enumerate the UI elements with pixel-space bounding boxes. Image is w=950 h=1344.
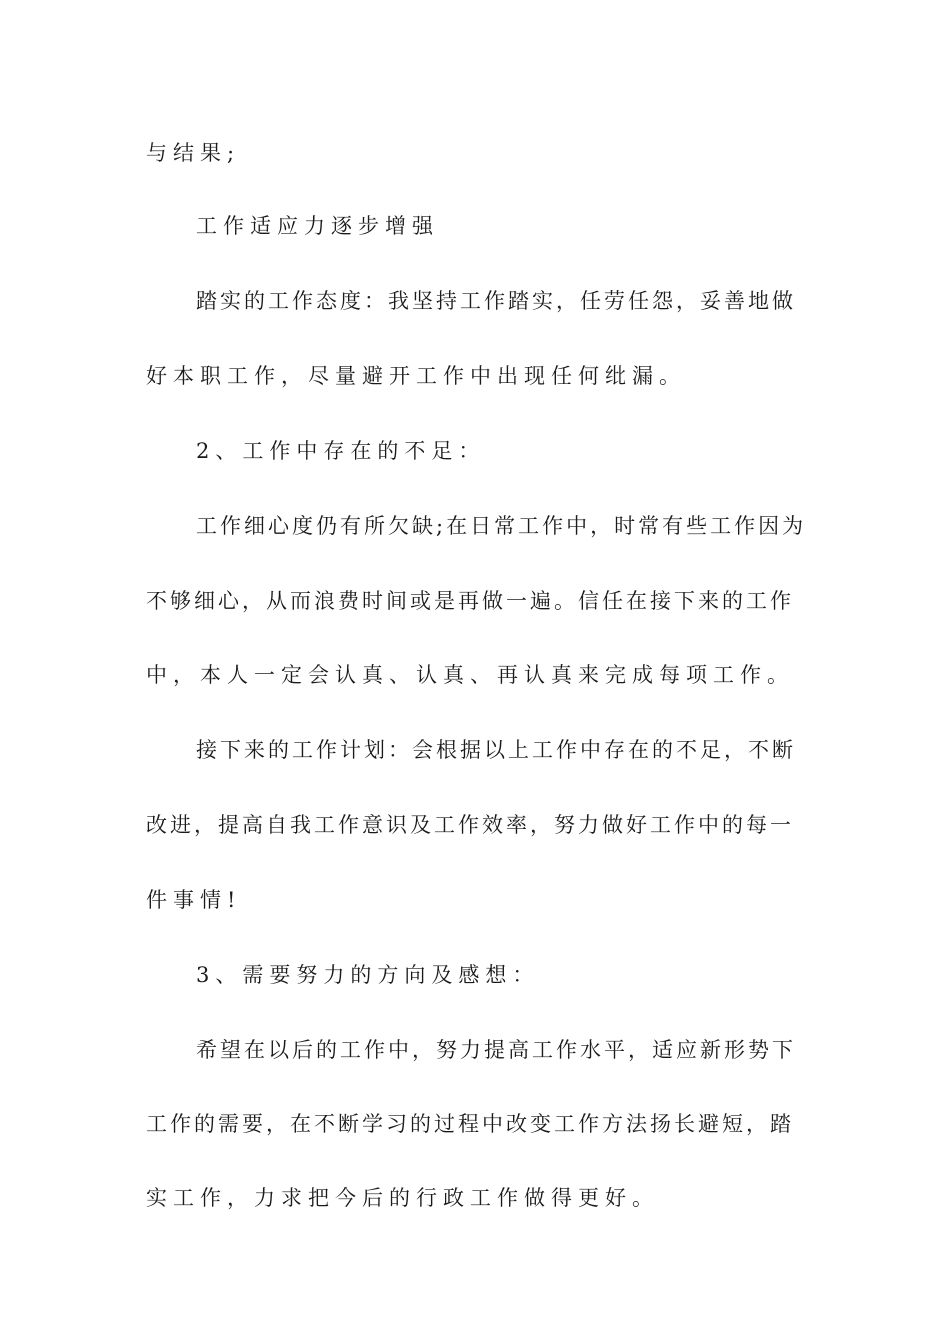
section-heading: 3、需要努力的方向及感想：: [196, 963, 540, 987]
paragraph-line: 中，本人一定会认真、认真、再认真来完成每项工作。: [146, 663, 794, 687]
paragraph-line: 实工作，力求把今后的行政工作做得更好。: [146, 1186, 659, 1210]
paragraph-line: 与结果;: [146, 141, 241, 165]
paragraph-line: 好本职工作，尽量避开工作中出现任何纰漏。: [146, 364, 686, 388]
paragraph-line: 接下来的工作计划：会根据以上工作中存在的不足，不断: [196, 738, 796, 762]
paragraph-line: 踏实的工作态度：我坚持工作踏实，任劳任怨，妥善地做: [196, 289, 796, 313]
paragraph-line: 希望在以后的工作中，努力提高工作水平，适应新形势下: [196, 1038, 796, 1062]
paragraph-line: 工作的需要，在不断学习的过程中改变工作方法扬长避短，踏: [146, 1112, 794, 1136]
section-heading: 工作适应力逐步增强: [196, 214, 439, 238]
section-heading: 2、工作中存在的不足：: [196, 439, 486, 463]
paragraph-line: 工作细心度仍有所欠缺;在日常工作中，时常有些工作因为: [196, 514, 807, 538]
paragraph-line: 件事情!: [146, 888, 242, 912]
paragraph-line: 改进，提高自我工作意识及工作效率，努力做好工作中的每一: [146, 813, 794, 837]
paragraph-line: 不够细心，从而浪费时间或是再做一遍。信任在接下来的工作: [146, 589, 794, 613]
